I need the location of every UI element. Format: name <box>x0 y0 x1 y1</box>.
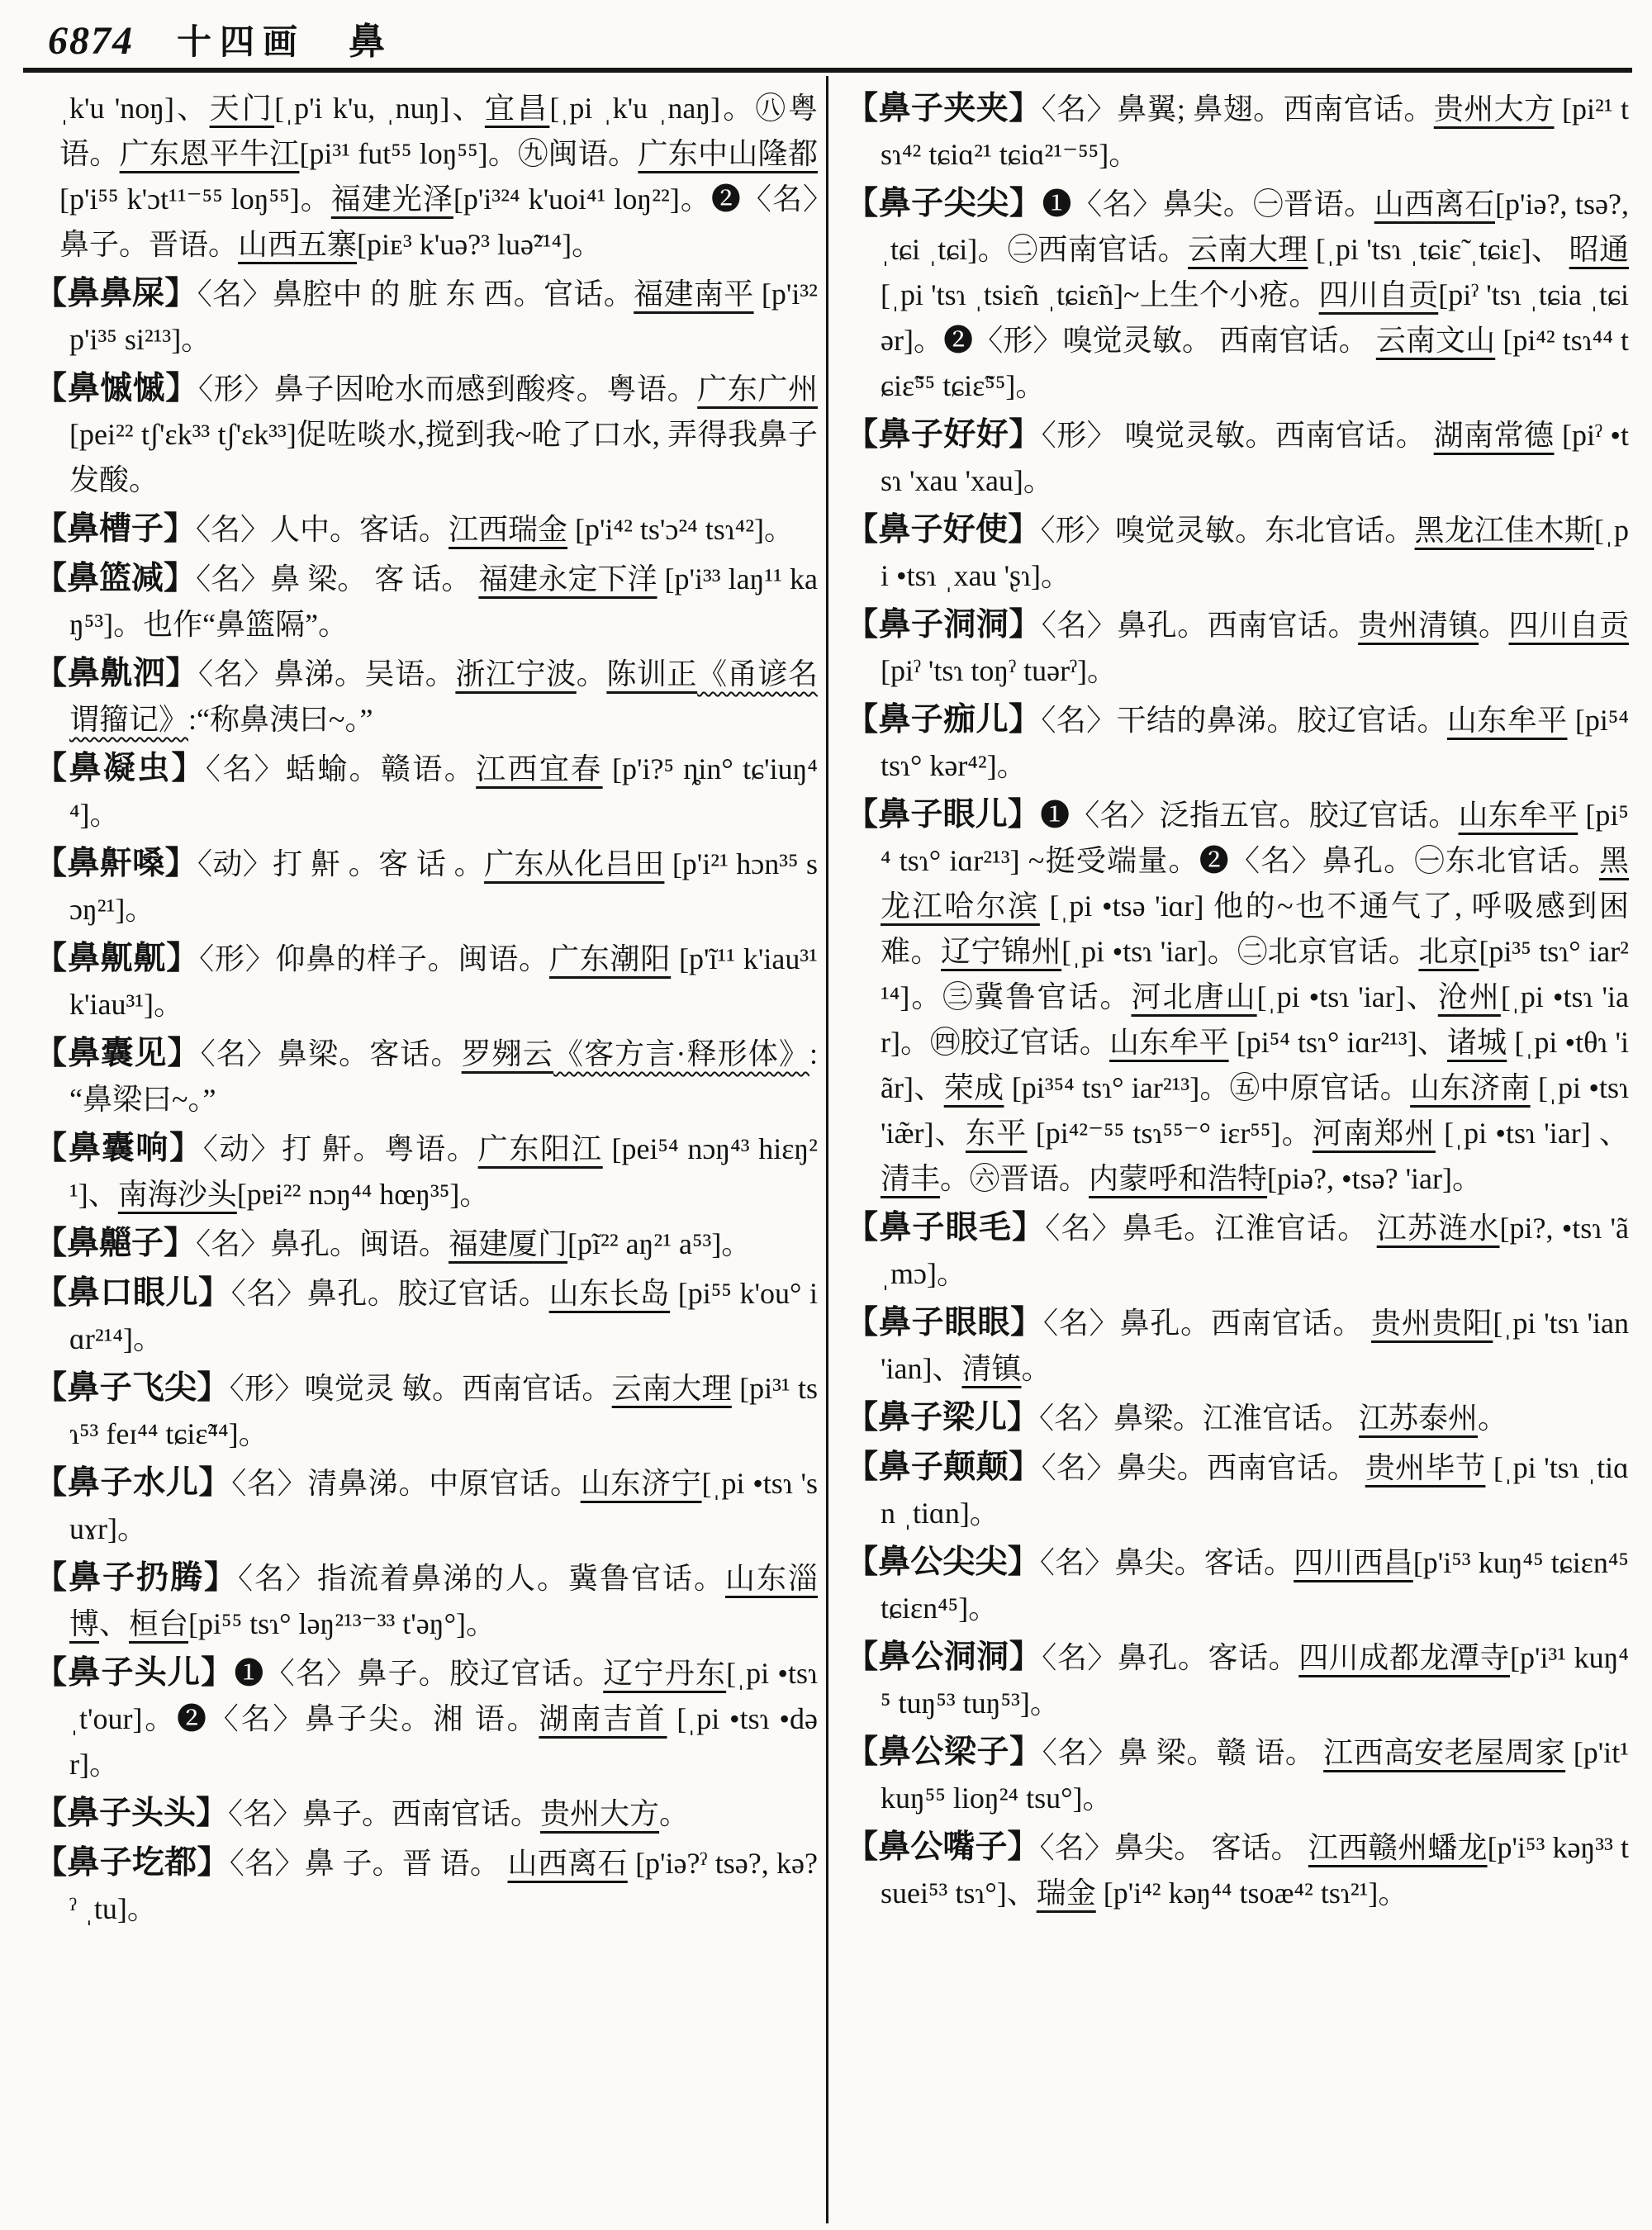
dictionary-entry <box>846 1540 1629 1631</box>
place-name: 江西宜春 <box>476 752 603 785</box>
entry-body: 〈名〉鼻孔。胶辽官话。山东长岛 [pi⁵⁵ k'ou° iɑr²¹⁴]。 <box>69 1277 818 1355</box>
place-name: 湖南常德 <box>1433 419 1555 452</box>
entry-body: 〈名〉鼻孔。西南官话。 贵州贵阳[ˌpi 'tsɿ 'ian 'ian]、清镇。 <box>881 1307 1629 1385</box>
left-column <box>35 86 818 1935</box>
entry-headword: 【鼻子眼毛】 <box>846 1210 1046 1245</box>
entry-body: 〈名〉鼻涕。吴语。浙江宁波。陈训正《甬谚名谓籀记》:“称鼻洟曰~。” <box>69 657 818 736</box>
dictionary-entry <box>35 1126 818 1217</box>
entry-body: 〈名〉鼻腔中 的 脏 东 西。官话。福建南平 [p'i³² p'i³⁵ si²¹³]。 <box>69 278 818 356</box>
place-name: 诸城 <box>1446 1026 1507 1059</box>
place-name: 黑龙江哈尔滨 <box>881 844 1629 923</box>
place-name: 贵州贵阳 <box>1371 1307 1493 1340</box>
place-name: 广东恩平牛江 <box>119 137 300 170</box>
entry-continuation: ˌk'u 'noŋ]、天门[ˌp'i k'u, ˌnuŋ]、宜昌[ˌpi ˌk'u ˌnaŋ]。㊇粤语。广东恩平牛江[pi³¹ fut⁵⁵ loŋ⁵⁵]。㊈闽语。广东中山隆都[p'i⁵⁵ k'ɔt¹¹⁻⁵⁵ loŋ⁵⁵]。福建光泽[p'i³²⁴ k'uoi⁴¹ loŋ²²]。❷〈名〉鼻子。晋语。山西五寨[piᴇ³ k'uə?³ luə̃²¹⁴]。 <box>59 92 818 261</box>
place-name: 山东长岛 <box>548 1277 671 1310</box>
entry-headword: 【鼻公洞洞】 <box>846 1639 1042 1675</box>
place-name: 云南文山 <box>1375 324 1496 357</box>
place-name: 内蒙呼和浩特 <box>1089 1162 1268 1195</box>
dictionary-entry <box>846 412 1629 504</box>
entry-headword: 【鼻凝虫】 <box>35 751 206 786</box>
place-name: 四川西昌 <box>1294 1546 1413 1579</box>
head-character: 鼻 <box>349 21 386 62</box>
place-name: 辽宁丹东 <box>603 1657 727 1690</box>
place-name: 昭通 <box>1569 233 1629 266</box>
place-name: 宜昌 <box>484 92 550 125</box>
dictionary-entry <box>846 1300 1629 1392</box>
entry-body: 〈形〉嗅觉灵 敏。西南官话。云南大理 [pi³¹ tsɿ⁵³ feɪ⁴⁴ tɕiɛ̃⁴⁴]。 <box>69 1372 818 1450</box>
dictionary-entry <box>35 1031 818 1122</box>
place-name: 沧州 <box>1437 980 1501 1013</box>
place-name: 四川成都龙潭寺 <box>1298 1641 1511 1674</box>
place-name: 山西离石 <box>507 1847 628 1880</box>
entry-body: 〈动〉打 鼾。粤语。广东阳江 [pei⁵⁴ nɔŋ⁴³ hiɛŋ²¹]、南海沙头[pɐi²² nɔŋ⁴⁴ hœŋ³⁵]。 <box>69 1132 818 1211</box>
entry-headword: 【鼻子水儿】 <box>35 1465 232 1501</box>
page-header <box>48 12 385 64</box>
place-name: 广东广州 <box>697 372 818 406</box>
entry-headword: 【鼻慽慽】 <box>35 371 198 406</box>
place-name: 江西瑞金 <box>449 513 568 546</box>
entry-body: 〈名〉鼻毛。江淮官话。 江苏涟水[pi?, •tsɿ 'ã ˌmɔ]。 <box>881 1212 1629 1290</box>
entry-body: ❶〈名〉鼻尖。㊀晋语。山西离石[p'iə?, tsə?, ˌtɕi ˌtɕi]。㊁西南官话。云南大理 [ˌpi 'tsɿ ˌtɕiɛ̃ ˌtɕiɛ]、 昭通[ˌpi 'tsɿ ˌtsiɛ̃n ˌtɕiɛ̃n]~上生个小疮。四川自贡[piˀ 'tsɿ ˌtɕia ˌtɕiər]。❷〈形〉嗅觉灵敏。 西南官话。 云南文山 [pi⁴² tsɿ⁴⁴ tɕiɛ̃⁵⁵ tɕiɛ̃⁵⁵]。 <box>881 187 1629 402</box>
place-name: 山东牟平 <box>1446 704 1568 737</box>
dictionary-entry <box>846 86 1629 178</box>
place-name: 江西高安老屋周家 <box>1323 1736 1566 1769</box>
dictionary-entry <box>35 1555 818 1647</box>
entry-headword: 【鼻篮减】 <box>35 561 197 596</box>
dictionary-entry <box>846 602 1629 694</box>
place-name: 荣成 <box>943 1071 1004 1104</box>
right-column <box>846 86 1629 1919</box>
entry-body: 〈名〉指流着鼻涕的人。冀鲁官话。山东淄博、桓台[pi⁵⁵ tsɿ° ləŋ²¹³⁻³³ t'əŋ°]。 <box>69 1562 818 1640</box>
entry-headword: 【鼻鼾嗓】 <box>35 846 197 881</box>
dictionary-entry <box>35 936 818 1027</box>
dictionary-entry <box>846 507 1629 599</box>
entry-body: 〈形〉鼻子因呛水而感到酸疼。粤语。广东广州[pei²² tʃ'ɛk³³ tʃ'ɛk³³]促咗啖水,搅到我~呛了口水, 弄得我鼻子发酸。 <box>69 372 818 496</box>
entry-body: 〈形〉仰鼻的样子。闽语。广东潮阳 [p'ĩ¹¹ k'iau³¹ k'iau³¹]。 <box>69 942 818 1021</box>
entry-body: 〈名〉鼻孔。客话。四川成都龙潭寺[p'i³¹ kuŋ⁴⁵ tuŋ⁵³ tuŋ⁵³]。 <box>881 1641 1629 1720</box>
entry-headword: 【鼻公嘴子】 <box>846 1829 1040 1865</box>
entry-body: 〈名〉鼻孔。西南官话。贵州清镇。四川自贡[piˀ 'tsɿ toŋˀ tuərˀ]。 <box>881 609 1629 687</box>
entry-body: 〈名〉鼻梁。江淮官话。 江苏泰州。 <box>1039 1402 1508 1435</box>
place-name: 福建永定下洋 <box>478 562 657 595</box>
entry-body: 〈名〉鼻 子。晋 语。 山西离石 [p'iə?ˀ tsə?, kə?ˀ ˌtu]。 <box>69 1847 818 1925</box>
entry-headword: 【鼻子好好】 <box>846 417 1042 453</box>
entry-body: 〈名〉清鼻涕。中原官话。山东济宁[ˌpi •tsɿ 'suɤr]。 <box>69 1467 818 1545</box>
entry-body: 〈名〉鼻子。西南官话。贵州大方。 <box>228 1797 690 1830</box>
place-name: 湖南吉首 <box>539 1702 667 1735</box>
place-name: 福建南平 <box>634 278 754 311</box>
entry-body: 〈名〉鼻 梁。赣 语。 江西高安老屋周家 [p'it¹ kuŋ⁵⁵ lioŋ²⁴ tsu°]。 <box>881 1736 1629 1815</box>
dictionary-entry <box>35 1460 818 1552</box>
place-name: 四川自贡 <box>1318 278 1439 311</box>
dictionary-entry <box>35 1365 818 1457</box>
place-name: 辽宁锦州 <box>941 935 1062 968</box>
entry-headword: 【鼻子尖尖】 <box>846 186 1042 221</box>
place-name: 河北唐山 <box>1131 980 1257 1013</box>
entry-body: 〈名〉蛞蝓。赣语。江西宜春 [p'i?⁵ ȵin° tɕ'iuŋ⁴⁴]。 <box>69 752 818 831</box>
dictionary-entry <box>846 792 1629 1202</box>
dictionary-entry <box>35 841 818 932</box>
place-name: 广东中山隆都 <box>638 137 818 170</box>
dictionary-entry <box>846 1729 1629 1821</box>
dictionary-entry <box>846 697 1629 789</box>
dictionary-entry <box>846 1824 1629 1916</box>
entry-headword: 【鼻子痂儿】 <box>846 702 1042 738</box>
dictionary-entry <box>35 1791 818 1837</box>
dictionary-entry <box>35 1650 818 1787</box>
place-name: 瑞金 <box>1036 1877 1096 1910</box>
dictionary-entry <box>35 746 818 837</box>
place-name: 河南郑州 <box>1312 1117 1436 1150</box>
entry-body: 〈形〉 嗅觉灵敏。西南官话。 湖南常德 [piˀ •tsɿ 'xau 'xau]。 <box>881 419 1629 497</box>
place-name: 山东济宁 <box>580 1467 702 1500</box>
entry-headword: 【鼻子头儿】 <box>35 1655 235 1691</box>
column-divider <box>826 76 828 2223</box>
entry-headword: 【鼻鼿鼿】 <box>35 941 200 976</box>
dictionary-entry <box>35 506 818 553</box>
entry-body: 〈名〉人中。客话。江西瑞金 [p'i⁴² ts'ɔ²⁴ tsɿ⁴²]。 <box>196 513 795 546</box>
place-name: 贵州大方 <box>1433 93 1555 126</box>
header-rule <box>23 68 1632 73</box>
entry-body: 〈名〉干结的鼻涕。胶辽官话。山东牟平 [pi⁵⁴ tsɿ° kər⁴²]。 <box>881 704 1629 782</box>
entry-body: 〈名〉鼻翼; 鼻翅。西南官话。贵州大方 [pi²¹ tsɿ⁴² tɕiɑ²¹ tɕiɑ²¹⁻⁵⁵]。 <box>881 93 1629 171</box>
dictionary-entry <box>35 651 818 743</box>
dictionary-entry <box>846 1635 1629 1726</box>
place-name: 北京 <box>1418 935 1479 968</box>
book-title: 《甬谚名谓籀记》 <box>69 657 818 736</box>
entry-headword: 【鼻子洞洞】 <box>846 607 1042 643</box>
entry-body: 〈名〉鼻 梁。 客 话。 福建永定下洋 [p'i³³ laŋ¹¹ kaŋ⁵³]。也作“鼻篮隔”。 <box>69 562 818 641</box>
dictionary-entry <box>846 181 1629 409</box>
place-name: 贵州大方 <box>540 1797 660 1830</box>
entry-headword: 【鼻齆子】 <box>35 1226 197 1261</box>
entry-headword: 【鼻子头头】 <box>35 1796 229 1831</box>
page-number: 6874 <box>48 19 134 63</box>
book-title: 《客方言·释形体》 <box>553 1037 809 1070</box>
place-name: 山西五寨 <box>238 228 358 261</box>
entry-body: 〈名〉鼻孔。闽语。福建厦门[pĩ²² aŋ²¹ a⁵³]。 <box>196 1227 752 1260</box>
place-name: 东平 <box>965 1117 1028 1150</box>
entry-headword: 【鼻囊见】 <box>35 1036 201 1071</box>
place-name: 桓台 <box>129 1607 189 1640</box>
entry-body: ❶〈名〉泛指五官。胶辽官话。山东牟平 [pi⁵⁴ tsɿ° iɑr²¹³] ~挺受端量。❷〈名〉鼻孔。㊀东北官话。黑龙江哈尔滨 [ˌpi •tsə 'iɑr] 他的~也不通气了, 呼吸感到困难。辽宁锦州[ˌpi •tsɿ 'iar]。㊁北京官话。北京[pi³⁵ tsɿ° iar²¹⁴]。㊂冀鲁官话。河北唐山[ˌpi •tsɿ 'iar]、沧州[ˌpi •tsɿ 'iar]。㊃胶辽官话。山东牟平 [pi⁵⁴ tsɿ° iɑr²¹³]、诸城 [ˌpi •tθɿ 'iãr]、荣成 [pi³⁵⁴ tsɿ° iar²¹³]。㊄中原官话。山东济南 [ˌpi •tsɿ 'iæ̃r]、东平 [pi⁴²⁻⁵⁵ tsɿ⁵⁵⁻° iɛr⁵⁵]。河南郑州 [ˌpi •tsɿ 'iar] 、清丰。㊅晋语。内蒙呼和浩特[piə?, •tsə? 'iar]。 <box>881 799 1629 1195</box>
entry-headword: 【鼻子圪都】 <box>35 1845 230 1881</box>
entry-body: ❶〈名〉鼻子。胶辽官话。辽宁丹东[ˌpi •tsɿ ˌt'our]。❷〈名〉鼻子尖。湘 语。湖南吉首 [ˌpi •tsɿ •dər]。 <box>69 1657 818 1781</box>
place-name: 南海沙头 <box>117 1178 237 1211</box>
place-name: 山东济南 <box>1410 1071 1531 1104</box>
stroke-section-label: 十四画 <box>177 24 306 62</box>
entry-headword: 【鼻子夹夹】 <box>846 91 1042 126</box>
entry-headword: 【鼻子眼眼】 <box>846 1305 1044 1340</box>
dictionary-entry <box>35 1270 818 1362</box>
place-name: 广东从化吕田 <box>484 847 665 880</box>
entry-headword: 【鼻子眼儿】 <box>846 797 1041 833</box>
place-name: 江西赣州蟠龙 <box>1308 1831 1488 1864</box>
place-name: 云南大理 <box>1188 233 1308 266</box>
entry-headword: 【鼻公尖尖】 <box>846 1544 1040 1580</box>
dictionary-entry <box>35 271 818 363</box>
entry-headword: 【鼻子颠颠】 <box>846 1450 1042 1485</box>
entry-headword: 【鼻囊响】 <box>35 1131 203 1166</box>
place-name: 福建厦门 <box>449 1227 568 1260</box>
place-name: 浙江宁波 <box>455 657 577 690</box>
place-name: 云南大理 <box>611 1372 732 1405</box>
entry-body: 〈形〉嗅觉灵敏。东北官话。黑龙江佳木斯[ˌpi •tsɿ ˌxau 'ʂɿ]。 <box>881 514 1629 592</box>
entry-body: 〈名〉鼻尖。 客话。 江西赣州蟠龙[p'i⁵³ kəŋ³³ tsuei⁵³ tsɿ°]、瑞金 [p'i⁴² kəŋ⁴⁴ tsoæ⁴² tsɿ²¹]。 <box>881 1831 1629 1910</box>
entry-headword: 【鼻口眼儿】 <box>35 1275 231 1311</box>
place-name: 广东阳江 <box>477 1132 603 1165</box>
dictionary-entry <box>35 556 818 648</box>
place-name: 罗翙云 <box>461 1037 553 1070</box>
entry-body: 〈名〉鼻梁。客话。罗翙云《客方言·释形体》:“鼻梁曰~。” <box>69 1037 818 1116</box>
entry-headword: 【鼻子扔腾】 <box>35 1560 238 1596</box>
entry-body: 〈名〉鼻尖。客话。四川西昌[p'i⁵³ kuŋ⁴⁵ tɕiɛn⁴⁵ tɕiɛn⁴⁵]。 <box>881 1546 1629 1625</box>
place-name: 清丰 <box>881 1162 941 1195</box>
dictionary-entry <box>35 1840 818 1932</box>
place-name: 山东牟平 <box>1458 799 1578 832</box>
entry-headword: 【鼻子好使】 <box>846 512 1041 548</box>
place-name: 福建光泽 <box>330 183 453 216</box>
place-name: 山东牟平 <box>1109 1026 1229 1059</box>
entry-headword: 【鼻槽子】 <box>35 511 197 547</box>
place-name: 天门 <box>209 92 275 125</box>
place-name: 清镇 <box>961 1352 1022 1385</box>
entry-body: 〈动〉打 鼾 。客 话 。广东从化吕田 [p'i²¹ hɔn³⁵ sɔŋ²¹]。 <box>69 847 818 926</box>
entry-headword: 【鼻子飞尖】 <box>35 1370 230 1406</box>
place-name: 四川自贡 <box>1508 609 1629 642</box>
place-name: 山西离石 <box>1374 187 1496 221</box>
place-name: 贵州清镇 <box>1358 609 1479 642</box>
entry-body: 〈名〉鼻尖。西南官话。 贵州毕节 [ˌpi 'tsɿ ˌtiɑn ˌtiɑn]。 <box>881 1451 1629 1530</box>
entry-headword: 【鼻子梁儿】 <box>846 1400 1040 1435</box>
entry-headword: 【鼻公梁子】 <box>846 1734 1042 1770</box>
dictionary-entry <box>846 1445 1629 1536</box>
place-name: 江苏泰州 <box>1359 1402 1479 1435</box>
dictionary-entry <box>35 1221 818 1267</box>
entry-headword: 【鼻鼻屎】 <box>35 276 197 311</box>
place-name: 山东淄博 <box>69 1562 818 1640</box>
entry-headword: 【鼻鼽泗】 <box>35 656 198 691</box>
place-name: 贵州毕节 <box>1365 1451 1486 1484</box>
place-name: 江苏涟水 <box>1376 1212 1500 1245</box>
dictionary-entry <box>846 1395 1629 1441</box>
dictionary-entry <box>846 1205 1629 1297</box>
place-name: 广东潮阳 <box>548 942 672 975</box>
dictionary-entry <box>35 366 818 503</box>
place-name: 陈训正 <box>606 657 698 690</box>
place-name: 黑龙江佳木斯 <box>1414 514 1594 547</box>
